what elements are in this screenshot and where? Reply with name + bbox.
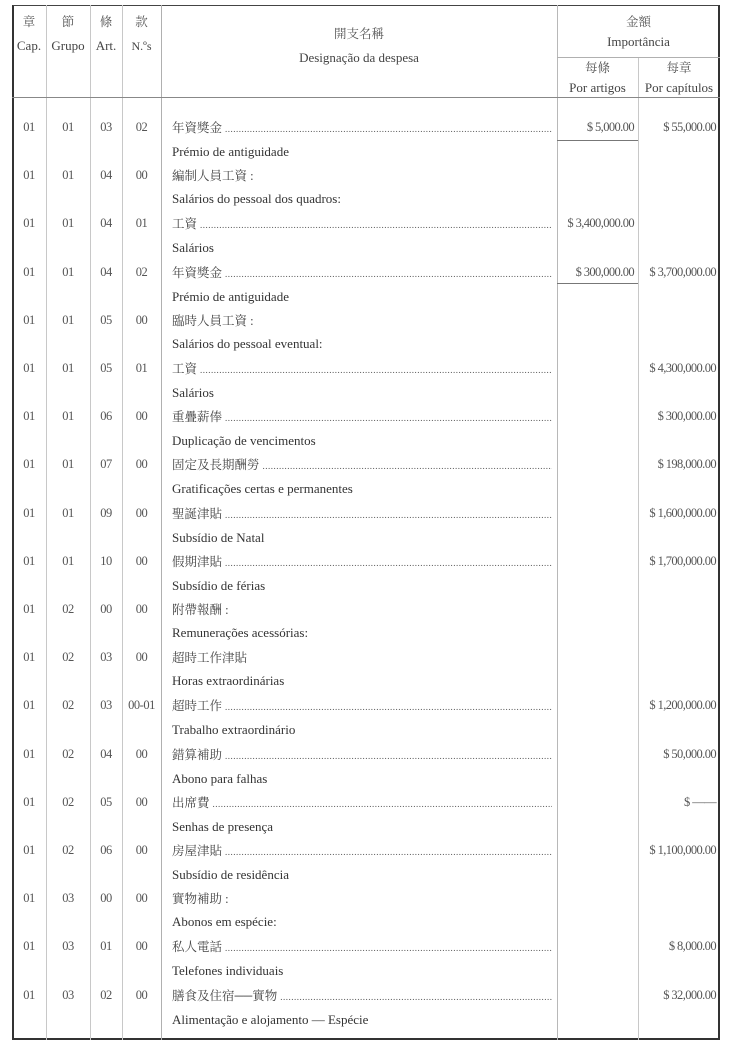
designacao-zh-text: 聖誕津貼 <box>172 506 223 521</box>
cell-art: 04 <box>100 168 112 183</box>
designacao-zh <box>172 698 552 715</box>
cell-cap: 01 <box>23 794 35 809</box>
cell-grupo: 01 <box>62 264 74 279</box>
designacao-zh-text: 出席費 <box>172 795 210 810</box>
designacao-zh <box>172 795 552 812</box>
amount-por-capitulos: $ 50,000.00 <box>663 746 716 761</box>
cell-grupo: 01 <box>62 216 74 231</box>
table-row <box>0 650 735 698</box>
cell-art: 03 <box>100 120 112 134</box>
header-importancia <box>557 12 720 52</box>
header-por-capitulos-pt: Por capítulos <box>644 80 714 95</box>
cell-designacao <box>172 939 552 980</box>
table-row <box>0 602 735 650</box>
amount-por-capitulos: $ 8,000.00 <box>668 939 716 954</box>
cell-nos: 00 <box>135 312 148 327</box>
designacao-zh <box>172 843 552 860</box>
leader-dots <box>225 698 552 715</box>
leader-dots <box>280 988 552 1005</box>
header-cap <box>12 10 46 58</box>
amount-por-capitulos: $ —— <box>684 794 716 809</box>
designacao-pt: Remunerações acessórias: <box>172 625 309 640</box>
designacao-zh-text: 附帶報酬 : <box>172 603 229 617</box>
cell-designacao <box>172 361 552 402</box>
table-row <box>0 988 735 1036</box>
cell-art: 05 <box>100 361 112 375</box>
designacao-pt: Alimentação e alojamento — Espécie <box>172 1011 369 1027</box>
cell-grupo: 03 <box>62 891 74 906</box>
cell-nos: 00 <box>135 505 148 520</box>
cell-art: 06 <box>100 843 112 857</box>
cell-grupo: 02 <box>62 698 74 713</box>
cell-grupo: 01 <box>62 120 74 134</box>
cell-nos: 00 <box>135 843 148 857</box>
cell-art: 03 <box>100 698 112 713</box>
cell-designacao <box>172 698 552 739</box>
designacao-zh-text: 房屋津貼 <box>172 844 223 858</box>
leader-dots <box>225 747 552 764</box>
designacao-pt: Prémio de antiguidade <box>172 288 289 304</box>
amount-por-capitulos: $ 300,000.00 <box>657 409 716 424</box>
cell-art: 00 <box>100 602 112 616</box>
cell-nos: 00 <box>135 939 148 954</box>
cell-grupo: 02 <box>62 650 74 665</box>
amount-por-capitulos: $ 3,700,000.00 <box>649 264 716 279</box>
table-row <box>0 361 735 409</box>
designacao-pt: Abonos em espécie: <box>172 914 277 930</box>
cell-grupo: 02 <box>62 746 74 761</box>
cell-cap: 01 <box>23 746 35 761</box>
leader-dots <box>225 939 552 956</box>
amount-por-capitulos: $ 1,200,000.00 <box>649 698 716 713</box>
amount-por-capitulos: $ 32,000.00 <box>663 987 716 1002</box>
cell-cap: 01 <box>23 457 35 472</box>
cell-art: 05 <box>100 312 112 327</box>
cell-grupo: 01 <box>62 553 74 568</box>
cell-cap: 01 <box>23 361 35 375</box>
designacao-pt: Salários <box>172 385 214 400</box>
cell-grupo: 01 <box>62 312 74 327</box>
designacao-pt: Duplicação de vencimentos <box>172 433 316 449</box>
leader-dots <box>225 843 552 860</box>
table-row <box>0 265 735 313</box>
cell-art: 05 <box>100 794 112 809</box>
designacao-zh-text: 工資 <box>172 362 198 376</box>
designacao-zh-text: 超時工作 <box>172 699 223 714</box>
designacao-pt: Telefones individuais <box>172 963 284 979</box>
designacao-zh <box>172 120 552 137</box>
table-row <box>0 168 735 216</box>
amount-por-artigos: $ 300,000.00 <box>575 264 634 279</box>
leader-dots <box>213 795 552 812</box>
designacao-zh <box>172 506 552 523</box>
designacao-zh <box>172 409 552 426</box>
leader-dots <box>263 457 552 474</box>
cell-art: 04 <box>100 216 112 231</box>
table-row <box>0 747 735 795</box>
table-row <box>0 795 735 843</box>
cell-cap: 01 <box>23 312 35 327</box>
cell-designacao <box>172 891 552 931</box>
designacao-zh <box>172 313 552 329</box>
designacao-zh <box>172 216 552 233</box>
header-nos <box>122 10 161 58</box>
cell-cap: 01 <box>23 120 35 134</box>
table-row <box>0 409 735 457</box>
cell-art: 06 <box>100 409 112 424</box>
amount-por-capitulos: $ 1,100,000.00 <box>649 843 716 857</box>
cell-designacao <box>172 168 552 208</box>
designacao-pt: Senhas de presença <box>172 818 274 834</box>
cell-nos: 00 <box>135 650 148 665</box>
designacao-pt: Salários do pessoal eventual: <box>172 335 323 351</box>
header-por-capitulos <box>638 58 720 98</box>
designacao-zh-text: 年資獎金 <box>172 121 223 135</box>
designacao-zh-text: 膳食及住宿──實物 <box>172 988 278 1003</box>
designacao-pt: Prémio de antiguidade <box>172 144 289 159</box>
cell-nos: 00 <box>135 987 148 1002</box>
cell-nos: 00 <box>135 553 148 568</box>
cell-designacao <box>172 602 552 642</box>
header-importancia-zh: 金額 <box>625 15 651 29</box>
cell-grupo: 02 <box>62 602 74 616</box>
header-por-capitulos-zh: 每章 <box>666 61 692 75</box>
cell-grupo: 01 <box>62 168 74 183</box>
leader-dots <box>225 265 552 282</box>
cell-designacao <box>172 795 552 836</box>
designacao-pt: Subsídio de Natal <box>172 529 265 545</box>
designacao-zh-text: 工資 <box>172 217 198 232</box>
cell-designacao <box>172 265 552 306</box>
designacao-zh-text: 超時工作津貼 <box>172 651 248 666</box>
header-grupo <box>46 10 90 58</box>
header-art-pt: Art. <box>95 38 117 53</box>
table-row <box>0 506 735 554</box>
header-por-artigos <box>557 58 638 98</box>
cell-cap: 01 <box>23 409 35 424</box>
cell-grupo: 01 <box>62 409 74 424</box>
cell-grupo: 01 <box>62 505 74 520</box>
table-row <box>0 216 735 264</box>
cell-art: 04 <box>100 746 112 761</box>
designacao-zh-text: 實物補助 : <box>172 892 229 907</box>
table-row <box>0 891 735 939</box>
header-designacao-zh: 開支名稱 <box>333 27 384 41</box>
amount-por-artigos: $ 3,400,000.00 <box>567 216 634 231</box>
designacao-pt: Horas extraordinárias <box>172 673 285 689</box>
cell-cap: 01 <box>23 602 35 616</box>
cell-designacao <box>172 747 552 788</box>
amount-por-capitulos: $ 4,300,000.00 <box>649 361 716 375</box>
designacao-pt: Gratificações certas e permanentes <box>172 481 353 497</box>
cell-cap: 01 <box>23 891 35 906</box>
cell-cap: 01 <box>23 939 35 954</box>
table-row <box>0 939 735 987</box>
cell-designacao <box>172 650 552 690</box>
designacao-zh-text: 重疊薪俸 <box>172 410 223 425</box>
header-cap-pt: Cap. <box>16 38 42 53</box>
leader-dots <box>200 361 552 378</box>
designacao-zh <box>172 650 552 666</box>
designacao-pt: Abono para falhas <box>172 770 268 786</box>
header-grupo-zh: 節 <box>61 15 75 29</box>
cell-designacao <box>172 120 552 161</box>
cell-designacao <box>172 506 552 547</box>
leader-dots <box>225 506 552 523</box>
header-importancia-pt: Importância <box>607 34 670 49</box>
cell-designacao <box>172 216 552 257</box>
cell-cap: 01 <box>23 698 35 713</box>
designacao-zh-text: 錯算補助 <box>172 747 223 762</box>
table-row <box>0 457 735 505</box>
table-row <box>0 843 735 891</box>
cell-art: 09 <box>100 505 112 520</box>
cell-designacao <box>172 457 552 498</box>
cell-designacao <box>172 409 552 450</box>
cell-cap: 01 <box>23 650 35 665</box>
cell-art: 02 <box>100 987 112 1002</box>
amount-por-capitulos: $ 1,700,000.00 <box>649 553 716 568</box>
cell-grupo: 01 <box>62 457 74 472</box>
table-row <box>0 120 735 168</box>
header-nos-pt: N.ºs <box>131 39 152 53</box>
cell-art: 04 <box>100 264 112 279</box>
cell-grupo: 02 <box>62 843 74 857</box>
designacao-zh <box>172 988 552 1005</box>
designacao-pt: Salários <box>172 240 214 256</box>
amount-por-capitulos: $ 198,000.00 <box>657 457 716 472</box>
cell-cap: 01 <box>23 168 35 183</box>
cell-cap: 01 <box>23 216 35 231</box>
header-designacao <box>161 22 557 70</box>
cell-nos: 01 <box>135 216 148 231</box>
table-row <box>0 698 735 746</box>
amount-por-artigos: $ 5,000.00 <box>586 120 634 134</box>
header-art <box>90 10 122 58</box>
leader-dots <box>225 409 552 426</box>
designacao-zh <box>172 602 552 618</box>
header-por-artigos-pt: Por artigos <box>569 80 626 95</box>
designacao-zh-text: 年資獎金 <box>172 265 223 280</box>
cell-nos: 00 <box>135 746 148 761</box>
designacao-pt: Salários do pessoal dos quadros: <box>172 191 341 207</box>
amount-por-capitulos: $ 55,000.00 <box>663 120 716 134</box>
cell-art: 07 <box>100 457 112 472</box>
cell-cap: 01 <box>23 264 35 279</box>
header-nos-zh: 款 <box>135 15 148 29</box>
designacao-zh <box>172 457 552 474</box>
designacao-zh-text: 臨時人員工資 : <box>172 313 254 328</box>
designacao-zh <box>172 891 552 907</box>
cell-cap: 01 <box>23 987 35 1002</box>
cell-grupo: 02 <box>62 794 74 809</box>
designacao-zh <box>172 265 552 282</box>
cell-designacao <box>172 554 552 595</box>
header-grupo-pt: Grupo <box>51 38 85 53</box>
header-designacao-pt: Designação da despesa <box>299 50 419 65</box>
table-row <box>0 554 735 602</box>
cell-nos: 02 <box>135 264 148 279</box>
designacao-pt: Trabalho extraordinário <box>172 722 296 738</box>
designacao-pt: Subsídio de férias <box>172 577 266 593</box>
cell-designacao <box>172 843 552 884</box>
cell-nos: 00 <box>135 457 148 472</box>
cell-cap: 01 <box>23 505 35 520</box>
cell-art: 03 <box>100 650 112 665</box>
designacao-zh <box>172 939 552 956</box>
cell-nos: 00 <box>135 602 148 616</box>
cell-art: 00 <box>100 891 112 906</box>
cell-designacao <box>172 313 552 353</box>
cell-grupo: 01 <box>62 361 74 375</box>
cell-grupo: 03 <box>62 987 74 1002</box>
cell-art: 01 <box>100 939 112 954</box>
cell-grupo: 03 <box>62 939 74 954</box>
designacao-zh-text: 假期津貼 <box>172 554 223 569</box>
cell-nos: 00 <box>135 891 148 906</box>
header-por-artigos-zh: 每條 <box>584 61 610 75</box>
designacao-zh-text: 固定及長期酬勞 <box>172 458 260 473</box>
cell-art: 10 <box>100 553 112 568</box>
table-row <box>0 313 735 361</box>
cell-nos: 00 <box>135 168 148 183</box>
designacao-zh-text: 私人電話 <box>172 940 223 955</box>
cell-cap: 01 <box>23 553 35 568</box>
designacao-zh <box>172 747 552 764</box>
amount-por-capitulos: $ 1,600,000.00 <box>649 505 716 520</box>
header-cap-zh: 章 <box>22 15 36 29</box>
designacao-zh <box>172 554 552 571</box>
cell-nos: 00 <box>135 409 148 424</box>
leader-dots <box>225 120 552 137</box>
cell-designacao <box>172 988 552 1029</box>
leader-dots <box>200 216 552 233</box>
cell-nos: 01 <box>135 361 148 375</box>
designacao-zh-text: 編制人員工資 : <box>172 169 254 184</box>
cell-cap: 01 <box>23 843 35 857</box>
cell-nos: 02 <box>135 120 148 134</box>
header-art-zh: 條 <box>99 15 113 29</box>
designacao-pt: Subsídio de residência <box>172 867 289 882</box>
cell-nos: 00 <box>135 794 148 809</box>
leader-dots <box>225 554 552 571</box>
cell-nos: 00-01 <box>128 698 155 713</box>
designacao-zh <box>172 361 552 378</box>
designacao-zh <box>172 168 552 184</box>
